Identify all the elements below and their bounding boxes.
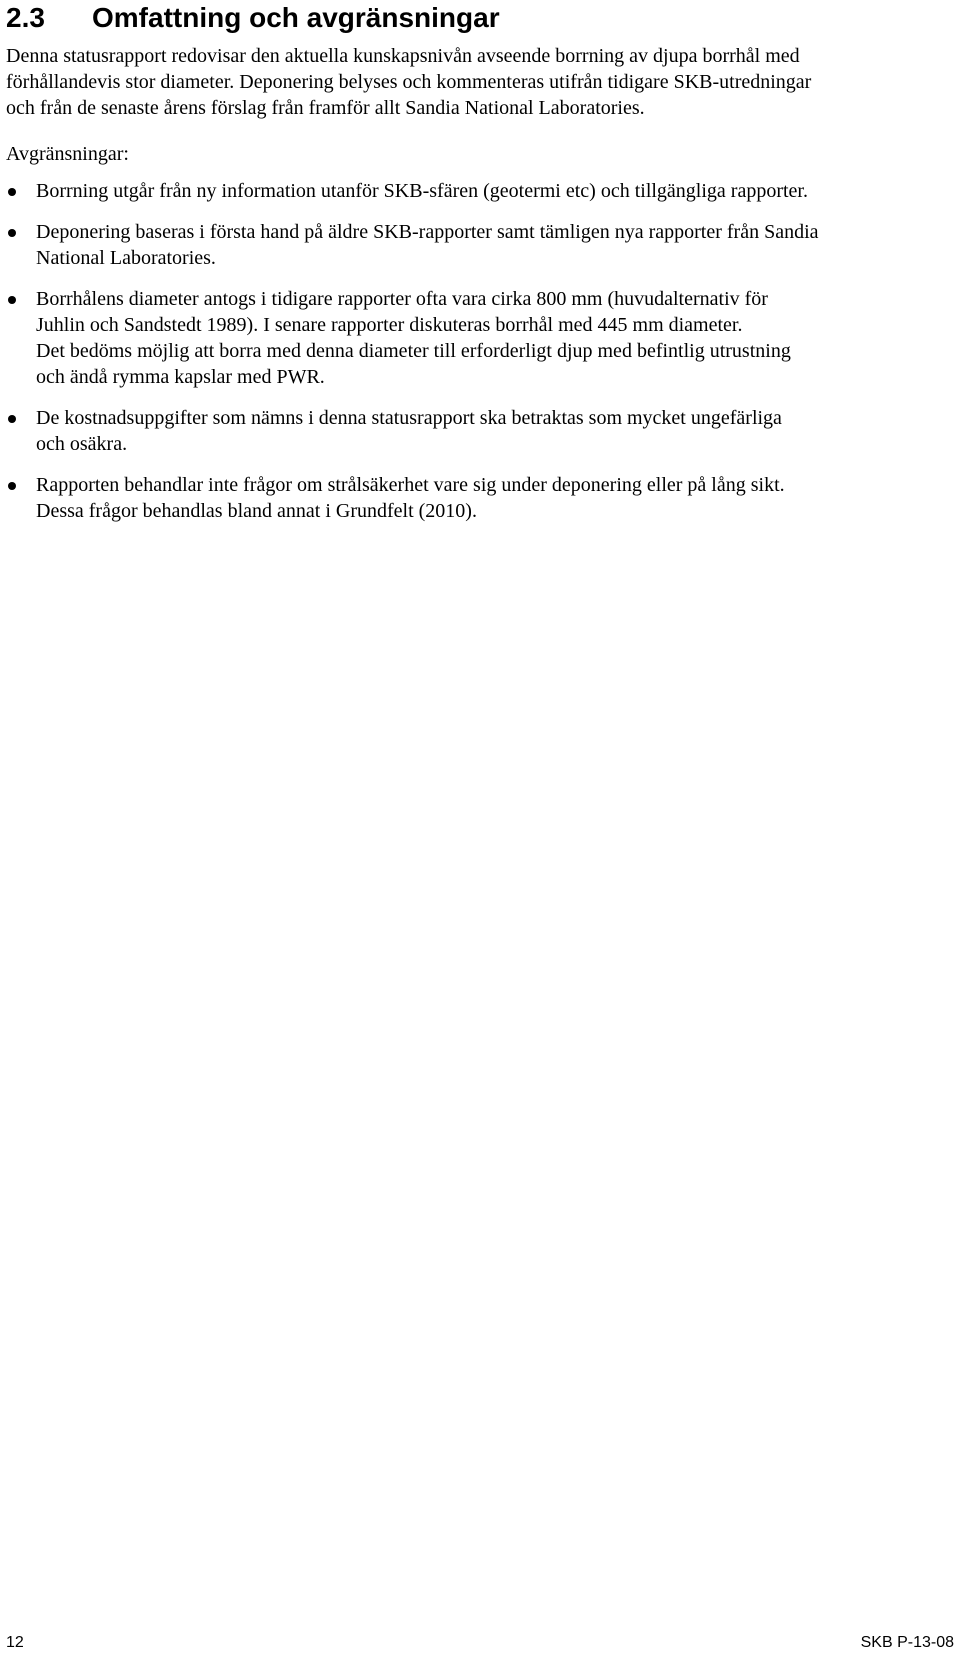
bullet-icon xyxy=(8,296,16,304)
intro-line: Denna statusrapport redovisar den aktuella kunskapsnivån avseende borrning av djupa borrhål med xyxy=(6,45,800,67)
bullet-line: Borrhålens diameter antogs i tidigare rapporter ofta vara cirka 800 mm (huvudalternativ för xyxy=(36,288,768,310)
bullet-line: Rapporten behandlar inte frågor om strålsäkerhet vare sig under deponering eller på lång sikt. xyxy=(36,474,785,496)
section-heading xyxy=(6,0,500,36)
limits-label: Avgränsningar: xyxy=(6,143,129,165)
bullet-line: National Laboratories. xyxy=(36,247,216,269)
bullet-line: De kostnadsuppgifter som nämns i denna statusrapport ska betraktas som mycket ungefärliga xyxy=(36,407,782,429)
bullet-icon xyxy=(8,482,16,490)
intro-line: förhållandevis stor diameter. Deponering belyses och kommenteras utifrån tidigare SKB-utredningar xyxy=(6,71,812,93)
page-number: 12 xyxy=(6,1634,24,1651)
limits-bullet-list xyxy=(0,178,960,539)
bullet-line: och ändå rymma kapslar med PWR. xyxy=(36,366,325,388)
list-item xyxy=(0,472,960,524)
bullet-line: Deponering baseras i första hand på äldre SKB-rapporter samt tämligen nya rapporter från Sandia xyxy=(36,221,819,243)
bullet-icon xyxy=(8,229,16,237)
intro-paragraph xyxy=(6,43,958,121)
bullet-line: Borrning utgår från ny information utanför SKB-sfären (geotermi etc) och tillgängliga rapporter. xyxy=(36,180,808,202)
section-number: 2.3 xyxy=(6,2,45,33)
list-item xyxy=(0,178,960,204)
list-item xyxy=(0,405,960,457)
intro-line: och från de senaste årens förslag från framför allt Sandia National Laboratories. xyxy=(6,97,645,119)
bullet-line: Det bedöms möjlig att borra med denna diameter till erforderligt djup med befintlig utrustning xyxy=(36,340,791,362)
bullet-line: Dessa frågor behandlas bland annat i Grundfelt (2010). xyxy=(36,500,477,522)
section-title: Omfattning och avgränsningar xyxy=(92,2,500,33)
list-item xyxy=(0,219,960,271)
bullet-icon xyxy=(8,415,16,423)
report-id: SKB P-13-08 xyxy=(860,1634,954,1651)
list-item xyxy=(0,286,960,390)
bullet-line: och osäkra. xyxy=(36,433,128,455)
bullet-line: Juhlin och Sandstedt 1989). I senare rapporter diskuteras borrhål med 445 mm diameter. xyxy=(36,314,743,336)
bullet-icon xyxy=(8,188,16,196)
